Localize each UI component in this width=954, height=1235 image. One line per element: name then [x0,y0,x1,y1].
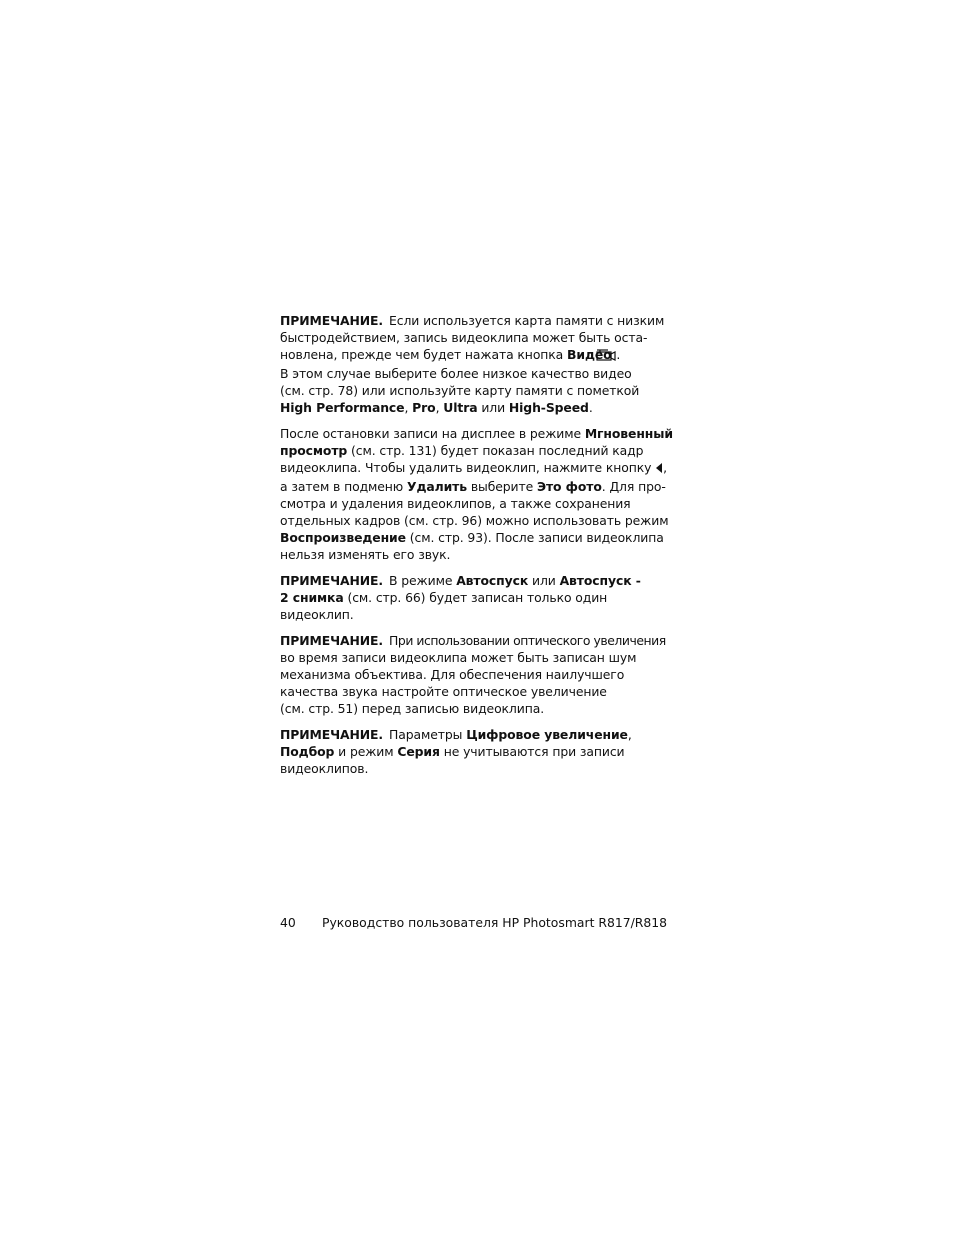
note-text: При использовании оптического увеличения [389,633,666,648]
note-line: механизма объектива. Для обеспечения наилучшего [280,667,625,682]
para-line [280,459,667,478]
note-line: во время записи видеоклипа может быть записан шум [280,650,637,665]
para-line: отдельных кадров (см. стр. 96) можно использовать режим [280,513,669,528]
note-line: В этом случае выберите более низкое качество видео [280,366,632,381]
note-text: . [588,400,593,415]
note-optical-zoom [280,632,666,717]
video-button-label: Видео [567,347,612,362]
note-label: ПРИМЕЧАНИЕ. [280,573,384,588]
page-content [280,312,673,786]
para-line: нельзя изменять его звук. [280,547,451,562]
note-line: видеоклипов. [280,761,369,776]
menu-term: 2 снимка [280,590,344,605]
note-text: или [528,573,560,588]
para-text: (см. стр. 93). После записи видеоклипа [405,530,664,545]
instant-review-paragraph [280,425,673,563]
card-type: High-Speed [508,400,589,415]
note-text: Параметры [389,727,467,742]
note-text: Если используется карта памяти с низким [389,313,665,328]
page-number: 40 [280,915,296,930]
para-line [280,529,664,546]
card-type: High Performance [280,400,405,415]
card-type: Ultra [443,400,478,415]
note-digital-zoom [280,726,648,777]
note-label: ПРИМЕЧАНИЕ. [280,313,384,328]
para-line [280,442,648,459]
note-line [280,572,648,589]
note-label: ПРИМЕЧАНИЕ. [280,633,384,648]
note-line: (см. стр. 51) перед записью видеоклипа. [280,701,545,716]
left-arrow-icon [655,461,663,478]
note-line [280,399,648,416]
note-text: , [435,400,444,415]
note-text: В режиме [389,573,457,588]
menu-term: Автоспуск - [559,573,641,588]
para-text: После остановки записи на дисплее в режиме [280,426,585,441]
menu-term: Цифровое увеличение [466,727,628,742]
card-type: Pro [412,400,436,415]
menu-term: просмотр [280,443,348,458]
note-text: . [616,347,621,362]
para-text: . Для про- [601,479,666,494]
para-line [280,478,666,495]
page-footer [280,914,667,931]
note-text: (см. стр. 66) будет записан только один [343,590,608,605]
note-line: быстродействием, запись видеоклипа может быть оста- [280,330,648,345]
note-label: ПРИМЕЧАНИЕ. [280,727,384,742]
para-text: а затем в подменю [280,479,407,494]
note-self-timer [280,572,648,623]
menu-term: Это фото [536,479,602,494]
menu-term: Удалить [406,479,467,494]
footer-title: Руководство пользователя HP Photosmart R817/R818 [322,915,668,930]
menu-term: Мгновенный [584,426,673,441]
note-text: , [627,727,632,742]
menu-term: Подбор [280,744,335,759]
menu-term: Серия [397,744,440,759]
note-text: или [477,400,509,415]
note-text: не учитываются при записи [439,744,625,759]
note-text: и режим [334,744,398,759]
note-line [280,632,666,649]
para-text: выберите [466,479,537,494]
menu-term: Автоспуск [456,573,529,588]
note-line [280,589,648,606]
para-line [280,425,673,442]
para-text: (см. стр. 131) будет показан последний кадр [347,443,644,458]
note-text: , [404,400,413,415]
note-line [280,726,648,743]
note-line: (см. стр. 78) или используйте карту памяти с пометкой [280,383,640,398]
note-line [280,743,648,760]
menu-term: Воспроизведение [280,530,406,545]
para-text: , [663,460,667,475]
para-line: смотра и удаления видеоклипов, а также сохранения [280,496,631,511]
note-line: качества звука настройте оптическое увеличение [280,684,607,699]
note-line [280,312,665,329]
note-line: видеоклип. [280,607,354,622]
note-text: новлена, прежде чем будет нажата кнопка [280,347,568,362]
para-text: видеоклипа. Чтобы удалить видеоклип, нажмите кнопку [280,460,656,475]
note-memory-card [280,312,665,416]
note-line [280,346,648,365]
